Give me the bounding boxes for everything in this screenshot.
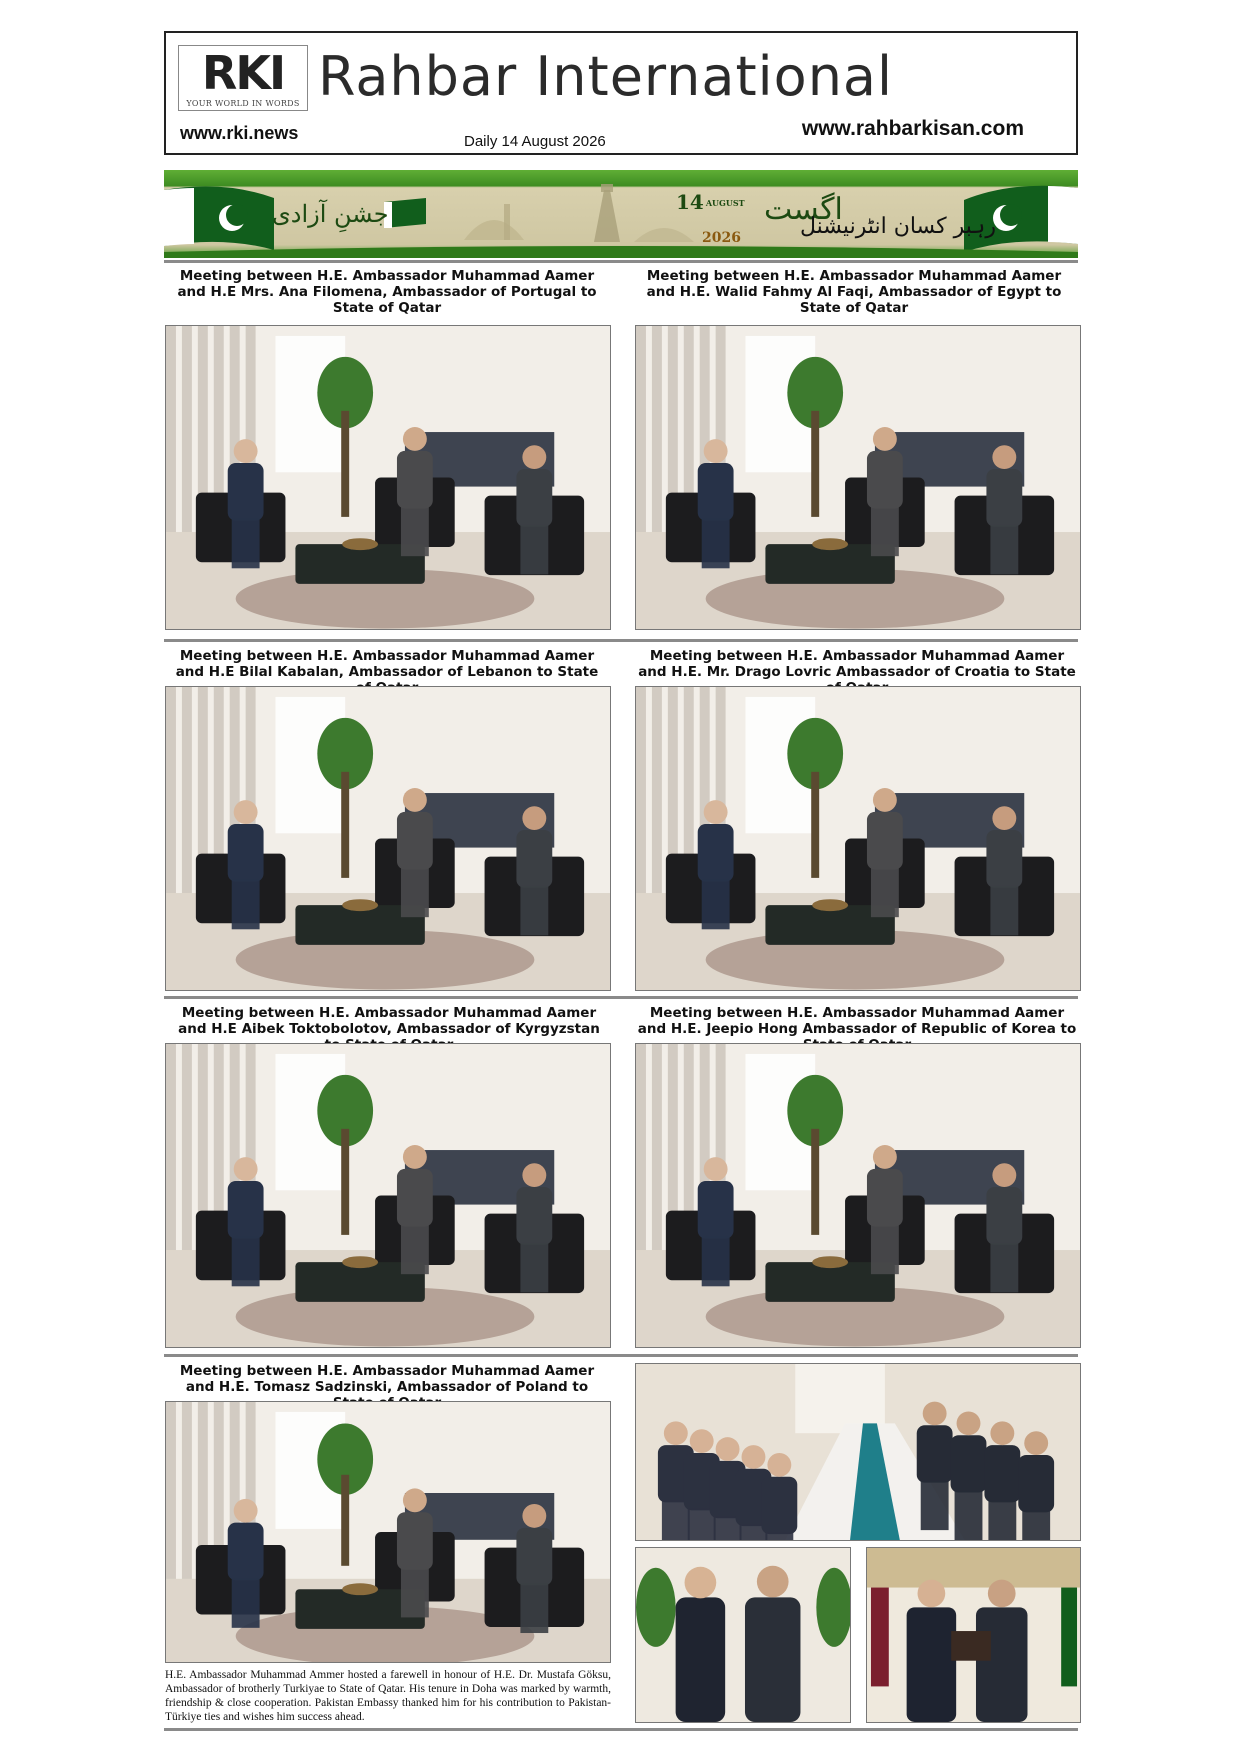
- person-head: [704, 800, 728, 824]
- person-body: [516, 830, 552, 888]
- person-body: [228, 1181, 264, 1239]
- decor-bowl: [342, 538, 378, 550]
- curtain-fold: [166, 1044, 176, 1256]
- person-body: [986, 469, 1022, 527]
- person-head: [234, 1499, 258, 1523]
- banner-urdu-celebration: جشنِ آزادی: [272, 200, 389, 228]
- dateline: Daily 14 August 2026: [464, 133, 606, 150]
- person-legs: [401, 507, 429, 557]
- person-body: [228, 463, 264, 521]
- curtain-fold: [166, 326, 176, 538]
- photo-croatia-meeting: [635, 686, 1081, 991]
- person-head: [873, 1145, 897, 1169]
- person-head: [992, 445, 1016, 469]
- person-head: [403, 788, 427, 812]
- guest-head: [918, 1580, 946, 1608]
- person-head: [957, 1411, 981, 1435]
- plant-leaves: [636, 1568, 676, 1647]
- decor-bowl: [812, 899, 848, 911]
- person-body: [397, 1512, 433, 1570]
- person-head: [873, 788, 897, 812]
- curtain-fold: [636, 687, 646, 899]
- host-head: [757, 1566, 789, 1598]
- section-divider: [164, 996, 1078, 999]
- person-head: [716, 1437, 740, 1461]
- person-body: [397, 451, 433, 509]
- plant-stem: [811, 411, 819, 517]
- guest-head: [685, 1567, 717, 1599]
- person-legs: [520, 525, 548, 575]
- plant-stem: [341, 1129, 349, 1235]
- plant-stem: [341, 772, 349, 878]
- person-head: [704, 1157, 728, 1181]
- scene-art: [166, 326, 610, 629]
- section-divider: [164, 260, 1078, 263]
- decor-bowl: [812, 1256, 848, 1268]
- person-head: [522, 445, 546, 469]
- banner-date: [676, 190, 745, 214]
- plant-stem: [341, 1475, 349, 1566]
- article-caption-lebanon: Meeting between H.E. Ambassador Muhammad Aamer and H.E Bilal Kabalan, Ambassador of Lebanon to State: [175, 648, 599, 680]
- person-legs: [520, 1243, 548, 1293]
- decor-bowl: [342, 899, 378, 911]
- photo-farewell-portrait: [635, 1547, 851, 1723]
- person-body: [516, 1528, 552, 1586]
- scene-art: [166, 687, 610, 990]
- curtain-fold: [636, 1044, 646, 1256]
- article-caption-egypt: Meeting between H.E. Ambassador Muhammad Aamer and H.E. Walid Fahmy Al Faqi, Ambassador of Egypt to State of Qatar: [646, 268, 1062, 316]
- independence-day-banner: [164, 170, 1078, 258]
- page-bottom-rule: [164, 1728, 1078, 1731]
- banner-month-en: AUGUST: [705, 198, 745, 208]
- pakistan-flag: [1061, 1588, 1077, 1687]
- person-body: [986, 830, 1022, 888]
- host-body: [976, 1607, 1028, 1722]
- person-legs: [401, 1225, 429, 1275]
- masthead: [164, 31, 1078, 155]
- logo-tagline: YOUR WORLD IN WORDS: [186, 99, 300, 108]
- person-legs: [990, 886, 1018, 936]
- person-legs: [871, 868, 899, 918]
- person-head: [923, 1402, 947, 1426]
- article-caption-portugal: Meeting between H.E. Ambassador Muhammad Aamer and H.E Mrs. Ana Filomena, Ambassador of Portugal to State of Qatar: [177, 268, 597, 316]
- person-legs: [702, 519, 730, 569]
- section-divider: [164, 639, 1078, 642]
- rki-logo: [178, 45, 308, 111]
- person-head: [704, 439, 728, 463]
- curtain-fold: [182, 1044, 192, 1256]
- photo-korea-meeting: [635, 1043, 1081, 1348]
- person-body: [698, 463, 734, 521]
- drapery: [867, 1548, 1080, 1588]
- scene-art: [636, 326, 1080, 629]
- person-head: [403, 1145, 427, 1169]
- person-legs: [955, 1491, 983, 1540]
- website-link-right[interactable]: www.rahbarkisan.com: [801, 117, 1024, 140]
- window: [795, 1364, 885, 1433]
- person-head: [990, 1421, 1014, 1445]
- person-legs: [871, 1225, 899, 1275]
- memento-art: [867, 1548, 1080, 1722]
- person-head: [742, 1445, 766, 1469]
- person-legs: [871, 507, 899, 557]
- host-body: [745, 1597, 800, 1722]
- person-body: [761, 1477, 797, 1534]
- person-head: [403, 1488, 427, 1512]
- host-head: [988, 1580, 1016, 1608]
- person-head: [234, 439, 258, 463]
- person-legs: [401, 1568, 429, 1618]
- decor-bowl: [342, 1583, 378, 1595]
- person-body: [698, 824, 734, 882]
- article-caption-poland: Meeting between H.E. Ambassador Muhammad Aamer and H.E. Tomasz Sadzinski, Ambassador of Poland to: [179, 1363, 595, 1395]
- section-divider: [164, 1354, 1078, 1357]
- person-head: [403, 427, 427, 451]
- person-legs: [232, 1237, 260, 1287]
- photo-lebanon-meeting: [165, 686, 611, 991]
- curtain-fold: [182, 1402, 192, 1584]
- person-body: [984, 1445, 1020, 1502]
- person-body: [228, 824, 264, 882]
- website-link-left[interactable]: www.rki.news: [180, 123, 299, 143]
- person-legs: [702, 1237, 730, 1287]
- curtain-fold: [636, 326, 646, 538]
- person-body: [516, 1187, 552, 1245]
- person-head: [664, 1421, 688, 1445]
- person-head: [1024, 1431, 1048, 1455]
- photo-kyrgyzstan-meeting: [165, 1043, 611, 1348]
- person-body: [516, 469, 552, 527]
- photo-portugal-meeting: [165, 325, 611, 630]
- curtain-fold: [652, 687, 662, 899]
- person-body: [867, 812, 903, 870]
- guest-body: [907, 1607, 957, 1722]
- qatar-flag: [871, 1588, 889, 1687]
- person-body: [951, 1435, 987, 1492]
- person-head: [234, 1157, 258, 1181]
- banner-urdu-name: رہبر کسان انٹرنیشنل: [800, 214, 996, 239]
- plant-stem: [811, 772, 819, 878]
- person-legs: [232, 519, 260, 569]
- person-legs: [232, 880, 260, 930]
- decor-bowl: [342, 1256, 378, 1268]
- person-legs: [520, 886, 548, 936]
- publication-title: Rahbar International: [318, 45, 894, 108]
- person-legs: [765, 1532, 793, 1540]
- curtain-fold: [166, 687, 176, 899]
- person-head: [522, 1163, 546, 1187]
- person-body: [397, 812, 433, 870]
- farewell-article-text: H.E. Ambassador Muhammad Ammer hosted a farewell in honour of H.E. Dr. Mustafa Göksu, Ambassador of brotherly Turkiyae to State of Qatar. His tenure in Doha was marked by warmth, friendship & close cooperation. Pakistan Embassy thanked him for his contribution to Pakistan-Türkiye ties and wishes him success ahead.: [165, 1669, 611, 1723]
- banner-year: 2026: [702, 230, 741, 246]
- person-legs: [520, 1583, 548, 1633]
- article-caption-kyrgyzstan: Meeting between H.E. Ambassador Muhammad Aamer and H.E Aibek Toktobolotov, Ambassador of Kyrgyzstan: [178, 1005, 600, 1037]
- person-legs: [1022, 1510, 1050, 1540]
- scene-art: [636, 1044, 1080, 1347]
- scene-art: [636, 687, 1080, 990]
- person-legs: [990, 1243, 1018, 1293]
- person-legs: [921, 1481, 949, 1530]
- person-body: [986, 1187, 1022, 1245]
- person-body: [917, 1425, 953, 1482]
- person-body: [397, 1169, 433, 1227]
- article-caption-croatia: Meeting between H.E. Ambassador Muhammad Aamer and H.E. Mr. Drago Lovric Ambassador of Croatia to State: [638, 648, 1076, 680]
- person-head: [690, 1429, 714, 1453]
- photo-egypt-meeting: [635, 325, 1081, 630]
- plant-stem: [811, 1129, 819, 1235]
- scene-art: [166, 1044, 610, 1347]
- banner-day: 14: [676, 190, 704, 214]
- person-body: [698, 1181, 734, 1239]
- person-head: [234, 800, 258, 824]
- person-body: [867, 451, 903, 509]
- person-legs: [988, 1500, 1016, 1540]
- curtain-fold: [182, 687, 192, 899]
- plant-stem: [341, 411, 349, 517]
- person-head: [873, 427, 897, 451]
- memento-frame: [951, 1631, 991, 1661]
- decor-bowl: [812, 538, 848, 550]
- person-body: [1018, 1455, 1054, 1512]
- person-legs: [702, 880, 730, 930]
- photo-farewell-memento: [866, 1547, 1081, 1723]
- scene-art: [166, 1402, 610, 1662]
- person-legs: [401, 868, 429, 918]
- person-head: [522, 1504, 546, 1528]
- person-body: [228, 1523, 264, 1581]
- curtain-fold: [182, 326, 192, 538]
- photo-farewell-dinner: [635, 1363, 1081, 1541]
- person-head: [767, 1453, 791, 1477]
- person-body: [867, 1169, 903, 1227]
- photo-poland-meeting: [165, 1401, 611, 1663]
- person-head: [992, 1163, 1016, 1187]
- logo-mark: RKI: [201, 46, 285, 100]
- dinner-art: [636, 1364, 1080, 1540]
- curtain-fold: [166, 1402, 176, 1584]
- guest-body: [676, 1597, 726, 1722]
- curtain-fold: [652, 326, 662, 538]
- person-head: [992, 806, 1016, 830]
- person-legs: [232, 1578, 260, 1628]
- curtain-fold: [652, 1044, 662, 1256]
- person-legs: [990, 525, 1018, 575]
- banner-urdu-month: اگست: [764, 192, 843, 227]
- portrait-art: [636, 1548, 850, 1722]
- article-caption-korea: Meeting between H.E. Ambassador Muhammad Aamer and H.E. Jeepio Hong Ambassador of Republic of Korea to: [637, 1005, 1077, 1037]
- person-head: [522, 806, 546, 830]
